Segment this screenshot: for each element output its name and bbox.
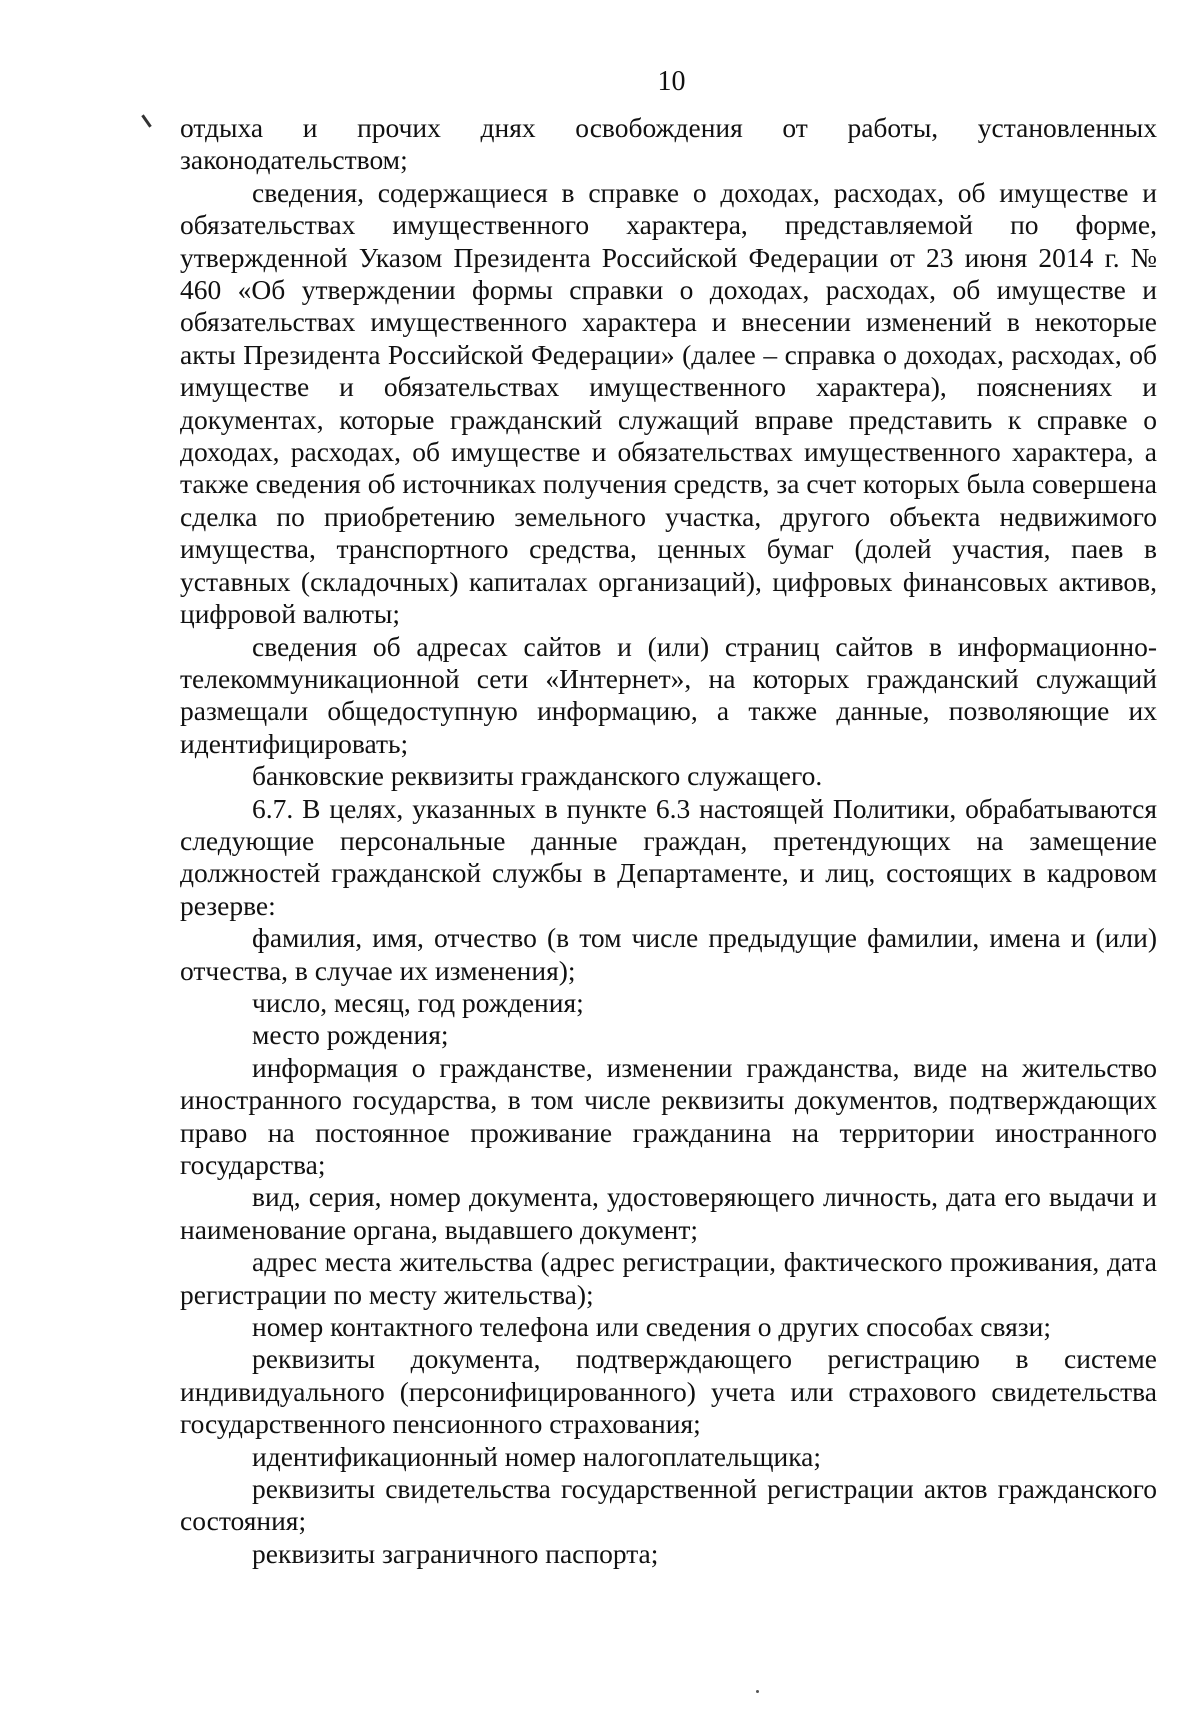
list-item-identity-document: вид, серия, номер документа, удостоверяющего личность, дата его выдачи и наименование органа, выдавшего документ; <box>180 1181 1157 1245</box>
paragraph-income-declaration: сведения, содержащиеся в справке о доходах, расходах, об имуществе и обязательствах имущественного характера, представляемой по форме, утвержденной Указом Президента Российской Федерации от 23 июня 2014 г. № 460 «Об утверждении формы справки о доходах, расходах, об имуществе и обязательствах имущественного характера и внесении изменений в некоторые акты Президента Российской Федерации» (далее – справка о доходах, расходах, об имуществе и обязательствах имущественного характера), пояснениях и документах, которые гражданский служащий вправе представить к справке о доходах, расходах, об имуществе и обязательствах имущественного характера, а также сведения об источниках получения средств, за счет которых была совершена сделка по приобретению земельного участка, другого объекта недвижимого имущества, транспортного средства, ценных бумаг (долей участия, паев в уставных (складочных) капиталах организаций), цифровых финансовых активов, цифровой валюты; <box>180 176 1157 630</box>
list-item-tax-number: идентификационный номер налогоплательщика; <box>252 1440 822 1472</box>
list-item-birth-place: место рождения; <box>252 1019 449 1051</box>
document-body <box>180 112 1157 1570</box>
paragraph-continuation: отдыха и прочих днях освобождения от работы, установленных законодательством; <box>180 112 1157 176</box>
page-number: 10 <box>657 66 686 97</box>
scan-artifact-mark <box>141 114 151 127</box>
paragraph-internet-sites: сведения об адресах сайтов и (или) страниц сайтов в информационно-телекоммуникационной сети «Интернет», на которых гражданский служащий размещали общедоступную информацию, а также данные, позволяющие их идентифицировать; <box>180 630 1157 759</box>
scan-artifact-dot <box>756 1690 759 1693</box>
list-item-civil-status-acts: реквизиты свидетельства государственной регистрации актов гражданского состояния; <box>180 1473 1157 1537</box>
list-item-address: адрес места жительства (адрес регистрации, фактического проживания, дата регистрации по месту жительства); <box>180 1246 1157 1310</box>
list-item-full-name: фамилия, имя, отчество (в том числе предыдущие фамилии, имена и (или) отчества, в случае их изменения); <box>180 922 1157 986</box>
list-item-foreign-passport: реквизиты заграничного паспорта; <box>252 1537 659 1569</box>
list-item-pension-registration: реквизиты документа, подтверждающего регистрацию в системе индивидуального (персонифицированного) учета или страхового свидетельства государственного пенсионного страхования; <box>180 1343 1157 1440</box>
paragraph-clause-6-7: 6.7. В целях, указанных в пункте 6.3 настоящей Политики, обрабатываются следующие персональные данные граждан, претендующих на замещение должностей гражданской службы в Департаменте, и лиц, состоящих в кадровом резерве: <box>180 792 1157 921</box>
list-item-birth-date: число, месяц, год рождения; <box>252 986 584 1018</box>
paragraph-bank-details: банковские реквизиты гражданского служащего. <box>252 760 823 792</box>
list-item-phone: номер контактного телефона или сведения о других способах связи; <box>252 1311 1051 1343</box>
list-item-citizenship: информация о гражданстве, изменении гражданства, виде на жительство иностранного государства, в том числе реквизиты документов, подтверждающих право на постоянное проживание гражданина на территории иностранного государства; <box>180 1051 1157 1180</box>
